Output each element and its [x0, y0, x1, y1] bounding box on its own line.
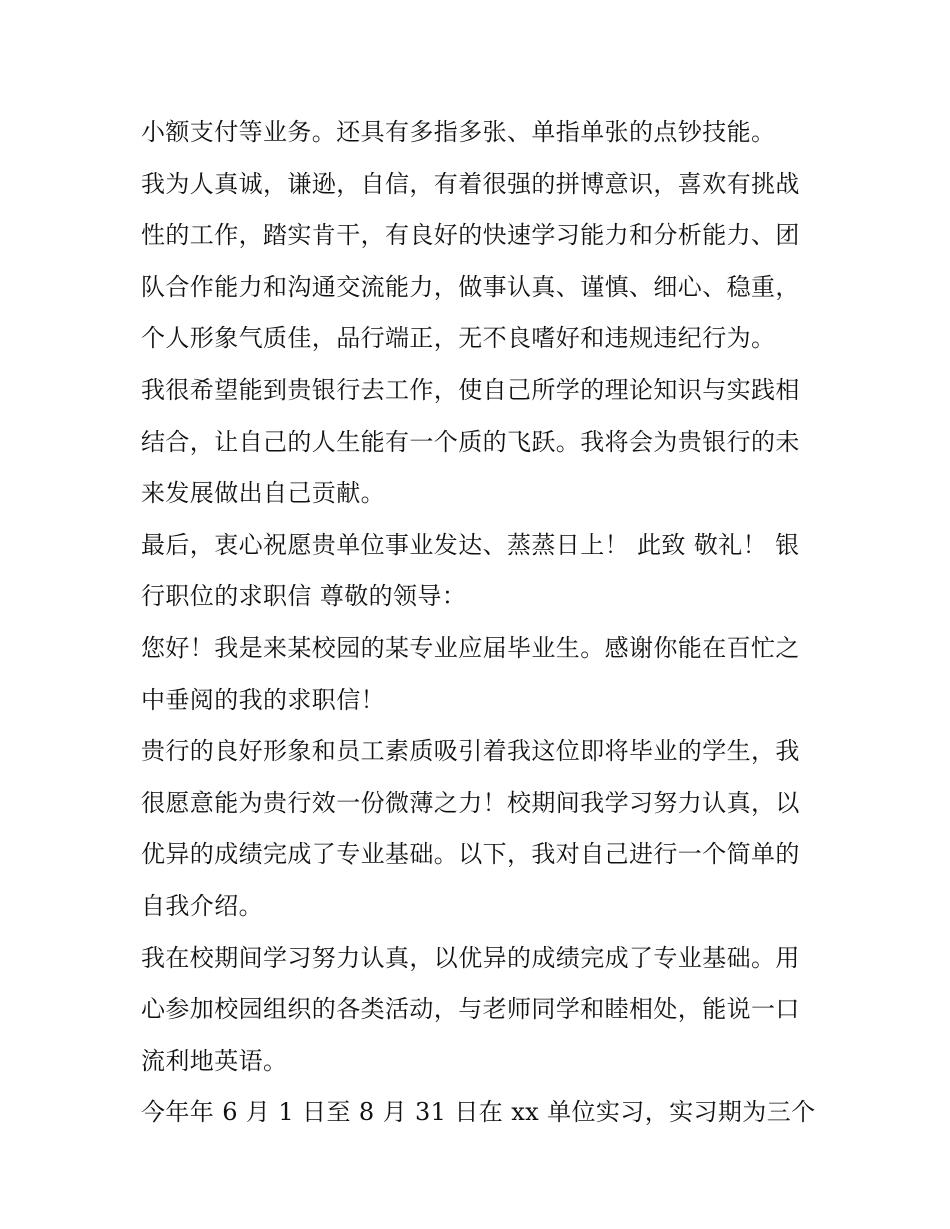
- text-line: 个人形象气质佳，品行端正，无不良嗜好和违规违纪行为。: [141, 324, 776, 353]
- text-line: 性的工作，踏实肯干，有良好的快速学习能力和分析能力、团: [141, 221, 800, 250]
- text-line: 很愿意能为贵行效一份微薄之力！校期间我学习努力认真，以: [141, 788, 800, 817]
- text-line: 贵行的良好形象和员工素质吸引着我这位即将毕业的学生，我: [141, 737, 800, 766]
- text-line: 中垂阅的我的求职信！: [141, 685, 385, 714]
- text-line: 心参加校园组织的各类活动，与老师同学和睦相处，能说一口: [141, 995, 800, 1024]
- text-line: 行职位的求职信 尊敬的领导：: [141, 582, 467, 611]
- text-line: 结合，让自己的人生能有一个质的飞跃。我将会为贵银行的未: [141, 427, 800, 456]
- text-line: 我为人真诚，谦逊，自信，有着很强的拼博意识，喜欢有挑战: [141, 169, 800, 198]
- text-line: 自我介绍。: [141, 891, 263, 920]
- text-line: 队合作能力和沟通交流能力，做事认真、谨慎、细心、稳重，: [141, 272, 800, 301]
- text-line: 今年年 6 月 1 日至 8 月 31 日在 xx 单位实习，实习期为三个: [141, 1098, 816, 1127]
- text-line: 来发展做出自己贡献。: [141, 479, 385, 508]
- text-line: 我在校期间学习努力认真，以优异的成绩完成了专业基础。用: [141, 943, 800, 972]
- body-text: [141, 110, 821, 1142]
- text-line: 我很希望能到贵银行去工作，使自己所学的理论知识与实践相: [141, 375, 800, 404]
- text-line: 您好！我是来某校园的某专业应届毕业生。感谢你能在百忙之: [141, 633, 800, 662]
- text-line: 流利地英语。: [141, 1046, 288, 1075]
- text-line: 小额支付等业务。还具有多指多张、单指单张的点钞技能。: [141, 118, 776, 146]
- text-line: 最后，衷心祝愿贵单位事业发达、蒸蒸日上！ 此致 敬礼！ 银: [141, 530, 800, 559]
- text-line: 优异的成绩完成了专业基础。以下，我对自己进行一个简单的: [141, 840, 800, 869]
